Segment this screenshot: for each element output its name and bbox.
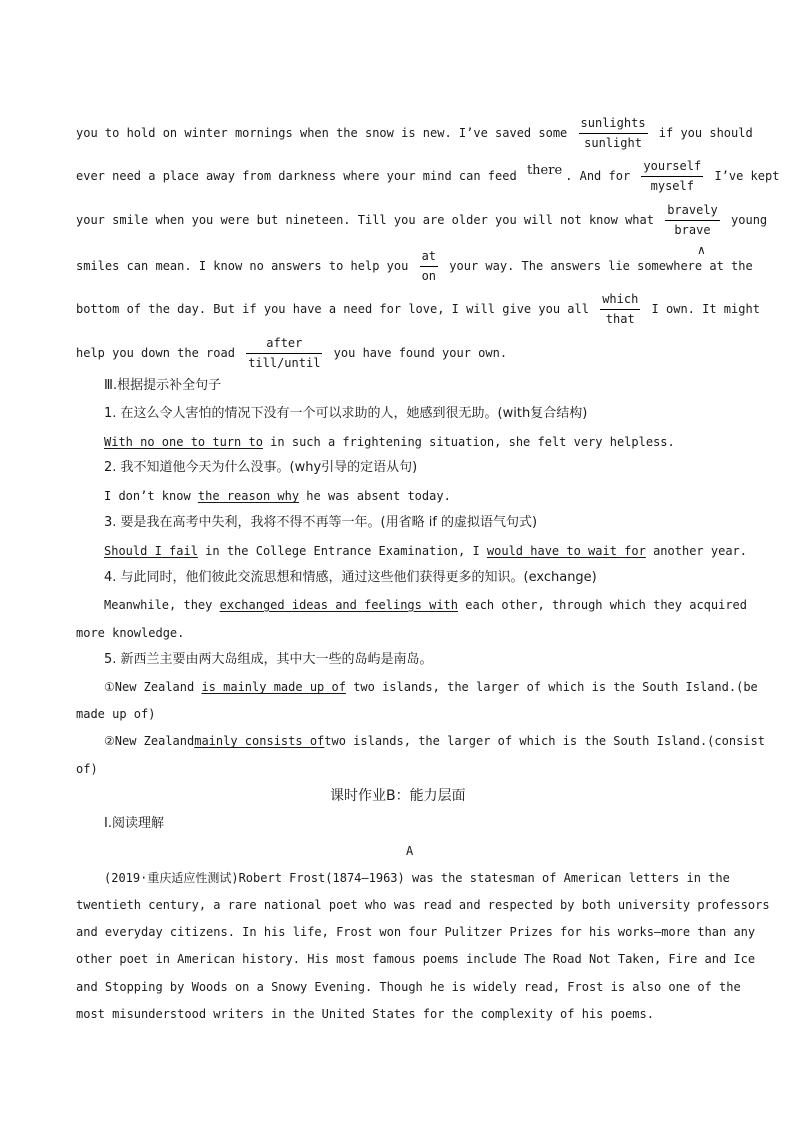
sentence-text: in such a frightening situation, she felt very helpless. <box>262 435 675 449</box>
letter-text: ever need a place away from darkness where your mind can feed <box>76 169 517 183</box>
question-5b-hint: of) <box>76 762 98 776</box>
wrong-word: sunlights <box>580 116 646 130</box>
letter-line-5 <box>76 292 760 327</box>
corrected-word: sunlight <box>579 133 648 151</box>
question-1-prompt: 1. 在这么令人害怕的情况下没有一个可以求助的人，她感到很无助。(with复合结构) <box>104 406 588 421</box>
question-2-answer-line <box>104 488 451 504</box>
inserted-word: the <box>731 259 753 273</box>
letter-text: your smile when you were but nineteen. Till you are older you will not know what <box>76 213 654 227</box>
letter-text: smiles can mean. I know no answers to help you <box>76 259 409 273</box>
letter-line-3 <box>76 203 768 238</box>
correction-fraction <box>600 292 640 327</box>
part-title: Ⅰ.阅读理解 <box>104 816 164 831</box>
letter-text: . And for <box>565 169 631 183</box>
correction-fraction <box>641 159 703 194</box>
letter-line-6 <box>76 336 507 371</box>
answer-blank: Should I fail <box>104 544 198 558</box>
question-4-answer-line <box>104 597 748 613</box>
question-5b-answer-line <box>104 733 765 749</box>
passage-line: twentieth century, a rare national poet who was read and respected by both university professors <box>76 898 770 912</box>
corrected-word: brave <box>665 220 720 238</box>
question-4-answer-continued: more knowledge. <box>76 626 185 640</box>
letter-line-1 <box>76 116 753 151</box>
sentence-text: two islands, the larger of which is the South Island.(consist <box>324 734 765 748</box>
answer-blank: is mainly made up of <box>201 680 346 694</box>
question-5a-answer-line <box>104 679 758 695</box>
sentence-text: ②New Zealand <box>104 734 195 748</box>
letter-text: bottom of the day. But if you have a need for love, I will give you all <box>76 302 589 316</box>
corrected-word: on <box>420 266 438 284</box>
sentence-text: each other, through which they acquired <box>465 598 748 612</box>
sentence-text: Meanwhile, they <box>104 598 220 612</box>
correction-fraction <box>665 203 720 238</box>
passage-line: and everyday citizens. In his life, Frost won four Pulitzer Prizes for his works—more than any <box>76 925 756 939</box>
question-3-answer-line <box>104 543 747 559</box>
letter-line-2 <box>76 159 780 194</box>
wrong-word: at <box>421 249 437 263</box>
section-title: Ⅲ.根据提示补全句子 <box>104 378 222 393</box>
passage-line: and Stopping by Woods on a Snowy Evening. Though he is widely read, Frost is also one of the <box>76 980 741 994</box>
correction-fraction <box>420 249 438 284</box>
answer-blank: With no one to turn to <box>104 435 263 449</box>
answer-blank: exchanged ideas and feelings with <box>219 598 459 612</box>
sentence-text: ①New Zealand <box>104 680 202 694</box>
question-1-answer-line <box>104 434 675 450</box>
letter-text: help you down the road <box>76 346 235 360</box>
corrected-word: till/until <box>246 353 322 371</box>
question-3-prompt: 3. 要是我在高考中失利，我将不得不再等一年。(用省略 if 的虚拟语气句式) <box>104 515 538 530</box>
letter-text: your way. The answers lie somewhere at <box>449 259 724 273</box>
letter-text: you have found your own. <box>333 346 508 360</box>
passage-line: other poet in American history. His most famous poems include The Road Not Taken, Fire and Ice <box>76 952 756 966</box>
answer-blank: the reason why <box>197 489 300 503</box>
letter-text: if you should <box>658 126 753 140</box>
sentence-text: he was absent today. <box>299 489 451 503</box>
wrong-word: yourself <box>643 159 702 173</box>
wrong-word: after <box>266 336 303 350</box>
answer-blank: would have to wait for <box>486 544 646 558</box>
sentence-text: another year. <box>645 544 748 558</box>
insertion-caret: ∧ <box>697 243 706 257</box>
sentence-text: two islands, the larger of which is the South Island.(be <box>353 680 758 694</box>
question-5-prompt: 5. 新西兰主要由两大岛组成，其中大一些的岛屿是南岛。 <box>104 652 433 667</box>
corrected-word: myself <box>641 176 703 194</box>
sentence-text: in the College Entrance Examination, I <box>197 544 487 558</box>
question-5a-hint: made up of) <box>76 707 156 721</box>
question-2-prompt: 2. 我不知道他今天为什么没事。(why引导的定语从句) <box>104 460 418 475</box>
passage-letter: A <box>406 844 414 858</box>
letter-text: I’ve kept <box>714 169 780 183</box>
question-4-prompt: 4. 与此同时，他们彼此交流思想和情感，通过这些他们获得更多的知识。(exchange) <box>104 570 597 585</box>
correction-fraction <box>246 336 322 371</box>
passage-line: most misunderstood writers in the United States for the complexity of his poems. <box>76 1007 654 1021</box>
wrong-word: bravely <box>667 203 718 217</box>
struck-word: there <box>526 163 563 178</box>
corrected-word: that <box>600 309 640 327</box>
wrong-word: which <box>602 292 639 306</box>
sentence-text: I don’t know <box>104 489 198 503</box>
letter-text: young <box>731 213 768 227</box>
answer-blank: mainly consists of <box>194 734 325 748</box>
correction-fraction <box>579 116 648 151</box>
letter-text: you to hold on winter mornings when the snow is new. I’ve saved some <box>76 126 568 140</box>
letter-line-4 <box>76 249 753 284</box>
homework-heading: 课时作业B：能力层面 <box>330 788 466 804</box>
letter-text: I own. It might <box>651 302 760 316</box>
passage-line: (2019·重庆适应性测试)Robert Frost(1874—1963) was the statesman of American letters in the <box>104 871 730 885</box>
